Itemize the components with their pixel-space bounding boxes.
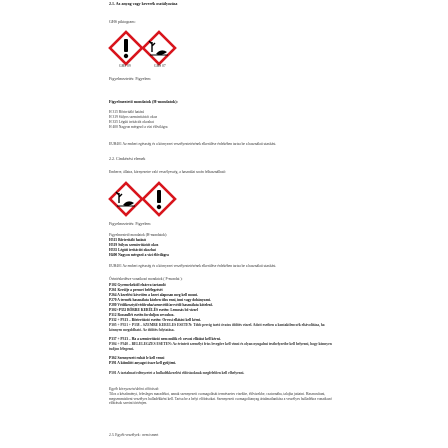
ghs-label: GHS piktogram: bbox=[109, 19, 136, 24]
p-statement: P264 A kezelést követően a kezet alaposan meg kell mosni. bbox=[109, 293, 199, 297]
exclamation-mark-icon bbox=[108, 30, 144, 66]
section-title: 2.1. Az anyag vagy keverék osztályozása bbox=[109, 1, 178, 6]
euh-statement: EUH401 Az emberi egészség és a környezet veszélyeztetésének elkerülése érdekében tartsa be a használati utasítást. bbox=[109, 264, 277, 268]
p-statement: P362 Szennyezett ruhát le kell venni bbox=[109, 356, 165, 360]
picto-caption: GHS 09 bbox=[119, 64, 131, 68]
signal-word: Figyelmeztetés: Figyelem bbox=[109, 221, 151, 226]
environment-hazard-icon bbox=[141, 30, 177, 66]
hazard-line: H 335 Légúti irritációt okozhat bbox=[109, 120, 154, 124]
signal-word: Figyelmeztetés: Figyelem bbox=[109, 76, 151, 81]
p-statement: P337 + P313 – Ha a szemirritáció nem múlik el: orvosi ellátást kell kérni. bbox=[109, 337, 221, 341]
section-heading: 2.2. Címkézési elemek bbox=[109, 156, 146, 161]
p-statement: P261 Kerülje a permet belélegzését bbox=[109, 288, 163, 292]
hazard-line: H335 Légúti irritációt okozhat bbox=[109, 248, 156, 252]
hazard-line: H 315 Bőrirritáló hatású bbox=[109, 110, 145, 114]
p-statement: P302+P352 BŐRRE KERÜLÉS esetén: Lemosás bő vízzel bbox=[109, 308, 198, 312]
picto-caption: GHS 07 bbox=[154, 64, 166, 68]
p-statement: P305 + P351 + P338 – SZEMBE KERÜLÉS ESETÉN: Több percig tartó óvatos öblítés vízzel. Adott esetben a kontaktlencsék eltávolítása, ha könnyen megoldható. Az öblítés folytatása. bbox=[109, 323, 325, 332]
p-statement: P270 A termék használata közben tilos enni, inni vagy dohányozni. bbox=[109, 298, 211, 302]
other-text: Tilos a készítményt, felesleges maradékot, annak szennyezett csomagolását természetes vizekbe, élővizekbe, csatornába, talajba juttatni. Hasznosítani, megsemmisíteni veszélyes hulladékként kell. Tartsa be a helyi előírásokat. Szennyezett csomagolóanyag ártalmatlanítása a veszélyes hulladékra vonatkozó előírások szerint történjen. bbox=[109, 392, 332, 405]
hazard-line: H400 Nagyon mérgező a vízi élővilágra bbox=[109, 253, 169, 257]
hazard-header: Figyelmeztető mondatok (H-mondatok): bbox=[109, 99, 178, 104]
p-statement: P280 Védőkesztyű/védőruha/szemvédő/arcvédő használata kötelező. bbox=[109, 303, 214, 307]
hazard-line: H319 Súlyos szemirritációt okoz bbox=[109, 243, 159, 247]
other-header: Egyéb környezetvédelmi előírások: bbox=[109, 387, 160, 391]
p-statement: P102 Gyermekektől elzárva tartandó bbox=[109, 283, 166, 287]
hazard-line: H 319 Súlyos szemirritációt okoz bbox=[109, 115, 158, 119]
exclamation-mark-icon bbox=[141, 181, 177, 217]
p-statement: P501 A tartalmat/edényzetet a hulladékkezelési előírásoknak megfelelően kell elhelyezni. bbox=[109, 371, 245, 375]
p-statement: P332 + P313 – Bőrirritáció esetén: Orvosi ellátást kell kérni. bbox=[109, 318, 202, 322]
hazard-header: Figyelmeztető mondatok (H-mondatok): bbox=[109, 233, 168, 237]
p-statement: P391 A kiömlött anyagot össze kell gyűjteni. bbox=[109, 361, 177, 365]
hazard-line: H 400 Nagyon mérgező a vízi élővilágra bbox=[109, 125, 168, 129]
p-statement: P304 + P340 – BELÉLEGZÉS ESETÉN: Az érintett személyt friss levegőre kell vinni és olyan nyugalmi testhelyzetbe kell helyezni, hogy könnyen tudjon lélegezni. bbox=[109, 342, 332, 351]
hazard-line: H315 Bőrirritáló hatású bbox=[109, 238, 146, 242]
environment-hazard-icon bbox=[108, 181, 144, 217]
euh-statement: EUH401 Az emberi egészség és a környezet veszélyeztetésének elkerülése érdekében tartsa be a használati utasítást. bbox=[109, 142, 277, 146]
p-statement: P312 Rosszullét esetén forduljon orvoshoz. bbox=[109, 313, 175, 317]
p-statements-header: Óvintézkedésre vonatkozó mondatok ( P-mondat ): bbox=[109, 277, 183, 281]
section-subtext: Emberre, állatra, környezetre való veszélyesség, a használat során felhasználható bbox=[109, 170, 226, 174]
section-heading: 2.3. Egyéb veszélyek : nem ismert bbox=[109, 433, 159, 437]
